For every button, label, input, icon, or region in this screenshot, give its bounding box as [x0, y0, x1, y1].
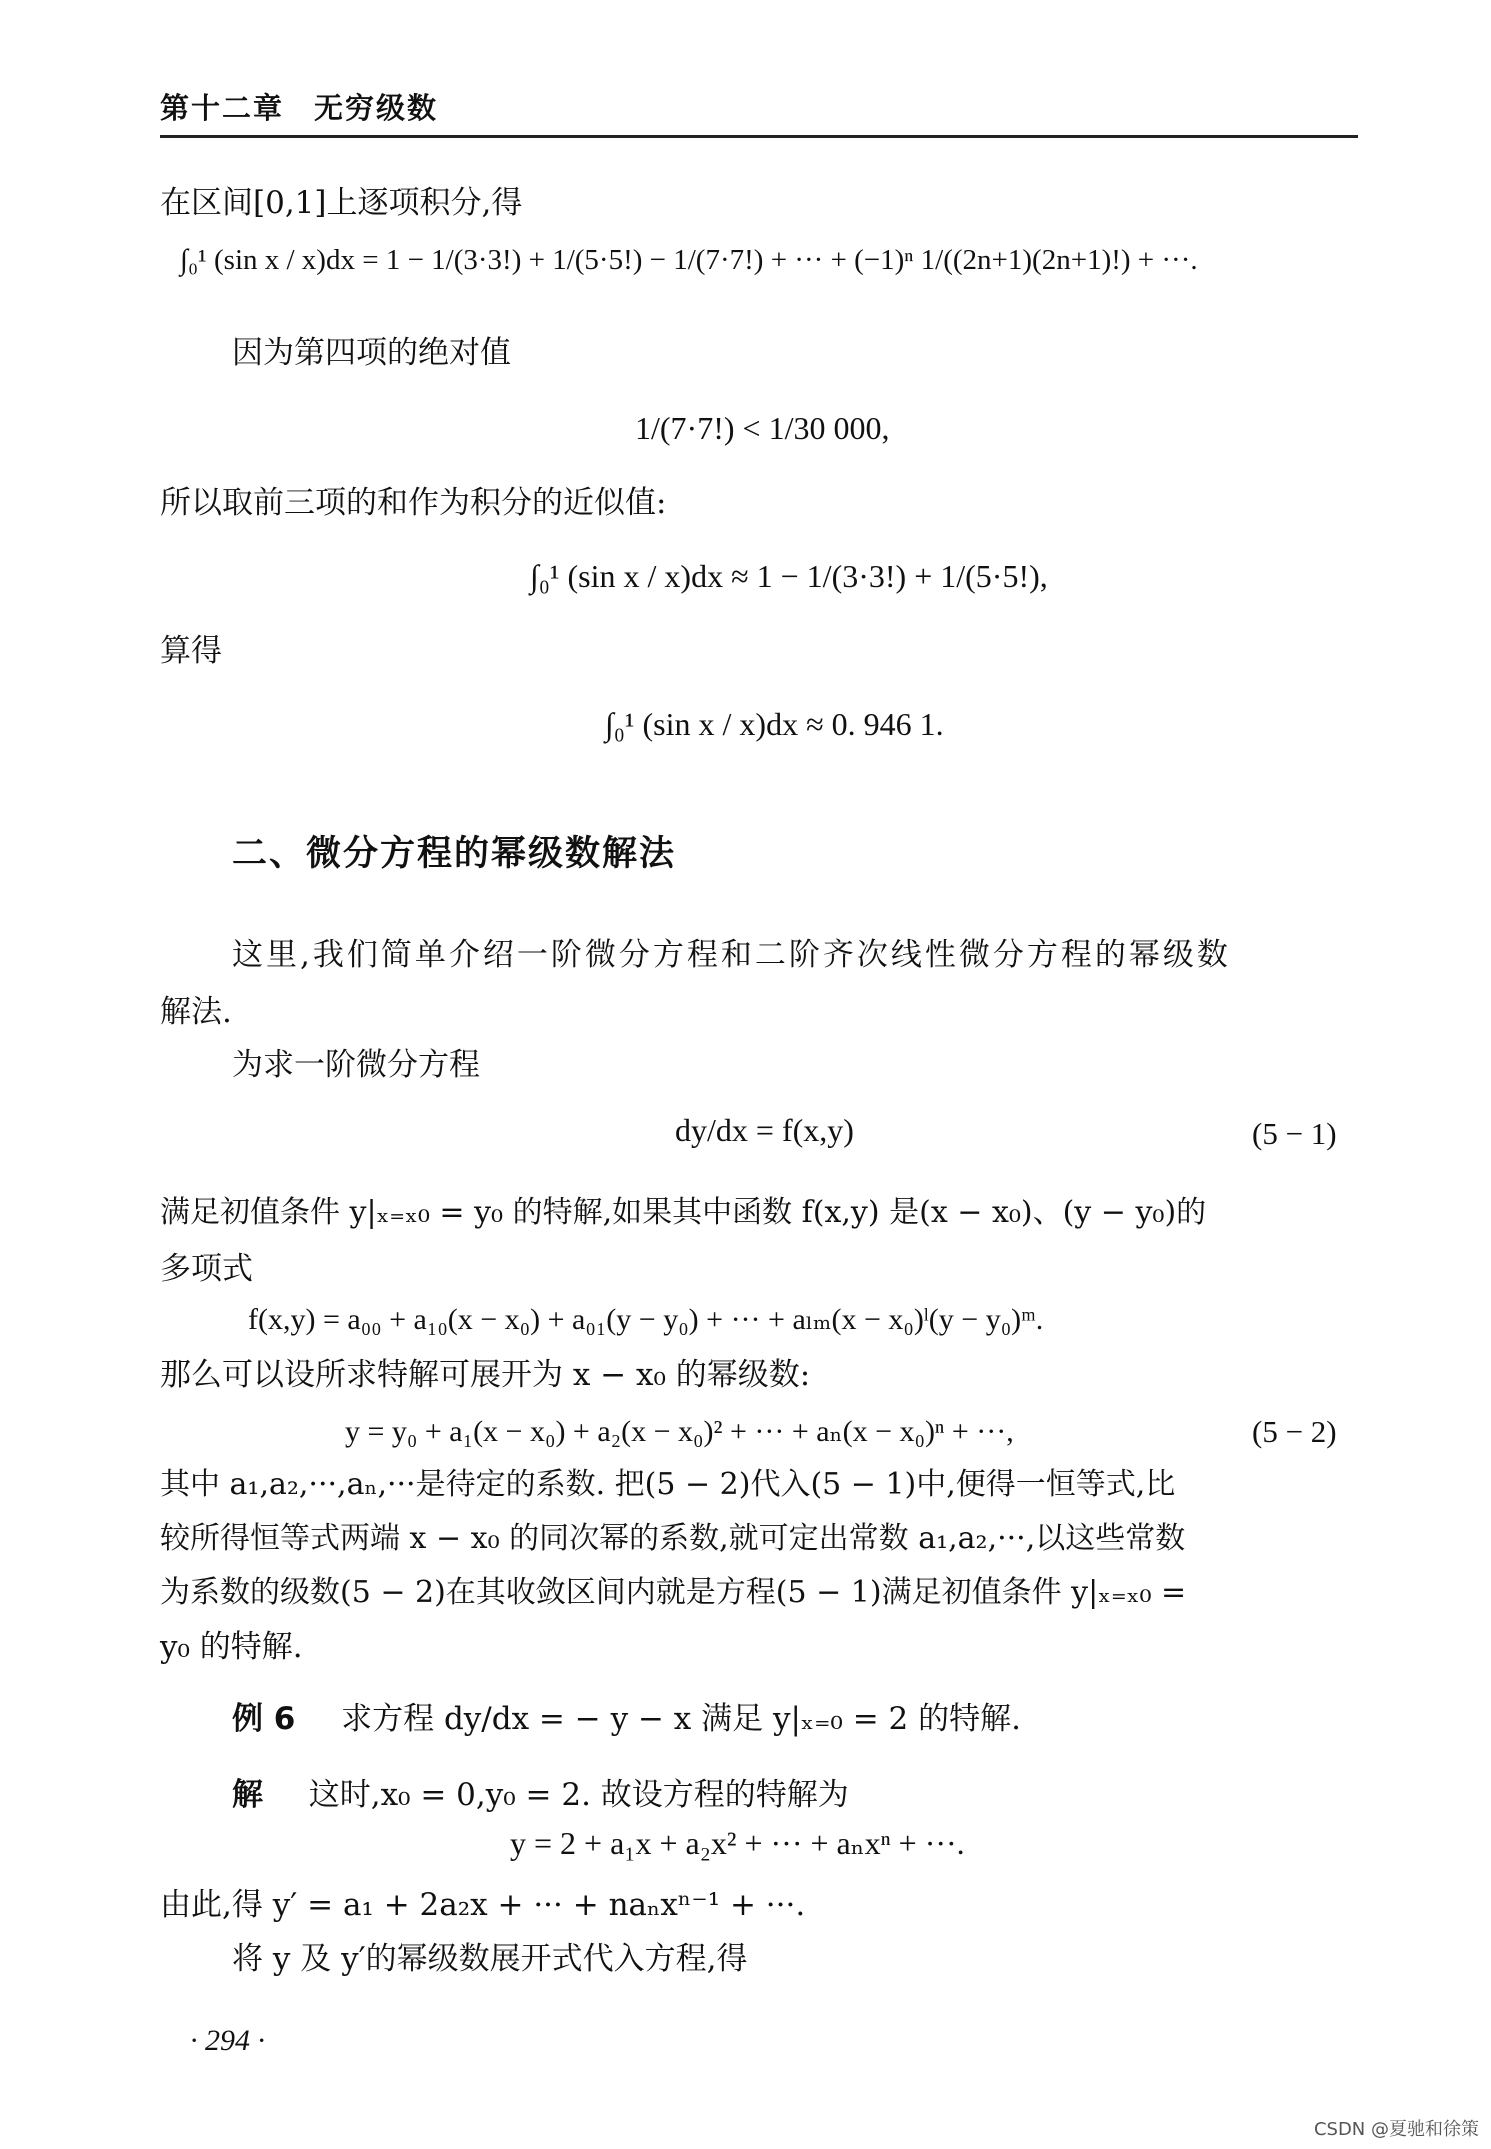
text-line: y₀ 的特解.: [160, 1629, 303, 1665]
solution-label: 解: [232, 1777, 263, 1813]
text-line: 所以取前三项的和作为积分的近似值:: [160, 485, 667, 521]
running-header: [160, 86, 438, 127]
text-line: 解法.: [160, 994, 232, 1030]
example-label: 例 6: [232, 1701, 296, 1737]
equation-series-solution: y = 2 + a₁x + a₂x² + ··· + aₙxⁿ + ···.: [510, 1825, 965, 1861]
example-line: [232, 1692, 1021, 1746]
text-line: 因为第四项的绝对值: [232, 335, 511, 371]
text-line: 那么可以设所求特解可展开为 x − x₀ 的幂级数:: [160, 1357, 811, 1393]
equation-number: (5 − 2): [1252, 1414, 1337, 1449]
example-text: 求方程 dy/dx = − y − x 满足 y|ₓ₌₀ = 2 的特解.: [341, 1701, 1021, 1737]
text-line: 为系数的级数(5 − 2)在其收敛区间内就是方程(5 − 1)满足初值条件 y|ₓ₌ₓ₀ =: [160, 1575, 1187, 1610]
text-line: 算得: [160, 633, 222, 669]
chapter-title: 无穷级数: [314, 91, 439, 125]
section-heading: 二、微分方程的幂级数解法: [232, 834, 677, 874]
equation-inequality: 1/(7·7!) < 1/30 000,: [635, 410, 890, 446]
equation-result: ∫₀¹ (sin x / x)dx ≈ 0. 946 1.: [605, 706, 944, 742]
equation-approximation: ∫₀¹ (sin x / x)dx ≈ 1 − 1/(3·3!) + 1/(5·5!),: [530, 558, 1048, 594]
text-line: 在区间[0,1]上逐项积分,得: [160, 185, 523, 221]
equation-ode: dy/dx = f(x,y): [675, 1112, 854, 1148]
solution-line: [232, 1768, 849, 1822]
equation-series-integral: ∫₀¹ (sin x / x)dx = 1 − 1/(3·3!) + 1/(5·5!) − 1/(7·7!) + ··· + (−1)ⁿ 1/((2n+1)(2n+1)!) + ···.: [180, 244, 1198, 276]
text-line: 为求一阶微分方程: [232, 1047, 480, 1083]
text-line: 多项式: [160, 1251, 253, 1287]
header-rule: [160, 135, 1358, 138]
solution-text: 这时,x₀ = 0,y₀ = 2. 故设方程的特解为: [308, 1777, 849, 1813]
text-line: 较所得恒等式两端 x − x₀ 的同次幂的系数,就可定出常数 a₁,a₂,···,以这些常数: [160, 1521, 1186, 1556]
text-line: 其中 a₁,a₂,···,aₙ,···是待定的系数. 把(5 − 2)代入(5 − 1)中,便得一恒等式,比: [160, 1467, 1176, 1502]
equation-power-series: y = y₀ + a₁(x − x₀) + a₂(x − x₀)² + ··· + aₙ(x − x₀)ⁿ + ···,: [345, 1415, 1014, 1448]
equation-polynomial: f(x,y) = a₀₀ + a₁₀(x − x₀) + a₀₁(y − y₀) + ··· + aₗₘ(x − x₀)ˡ(y − y₀)ᵐ.: [248, 1303, 1044, 1336]
watermark: CSDN @夏驰和徐策: [1313, 2119, 1479, 2140]
page-number: · 294 ·: [190, 2024, 265, 2057]
chapter-number: 第十二章: [160, 91, 285, 125]
equation-number: (5 − 1): [1252, 1116, 1337, 1151]
text-line: 将 y 及 y′的幂级数展开式代入方程,得: [232, 1941, 748, 1977]
text-line: 由此,得 y′ = a₁ + 2a₂x + ··· + naₙxⁿ⁻¹ + ···.: [160, 1887, 806, 1923]
text-line: 满足初值条件 y|ₓ₌ₓ₀ = y₀ 的特解,如果其中函数 f(x,y) 是(x − x₀)、(y − y₀)的: [160, 1195, 1207, 1230]
text-line: 这里,我们简单介绍一阶微分方程和二阶齐次线性微分方程的幂级数: [232, 937, 1231, 973]
